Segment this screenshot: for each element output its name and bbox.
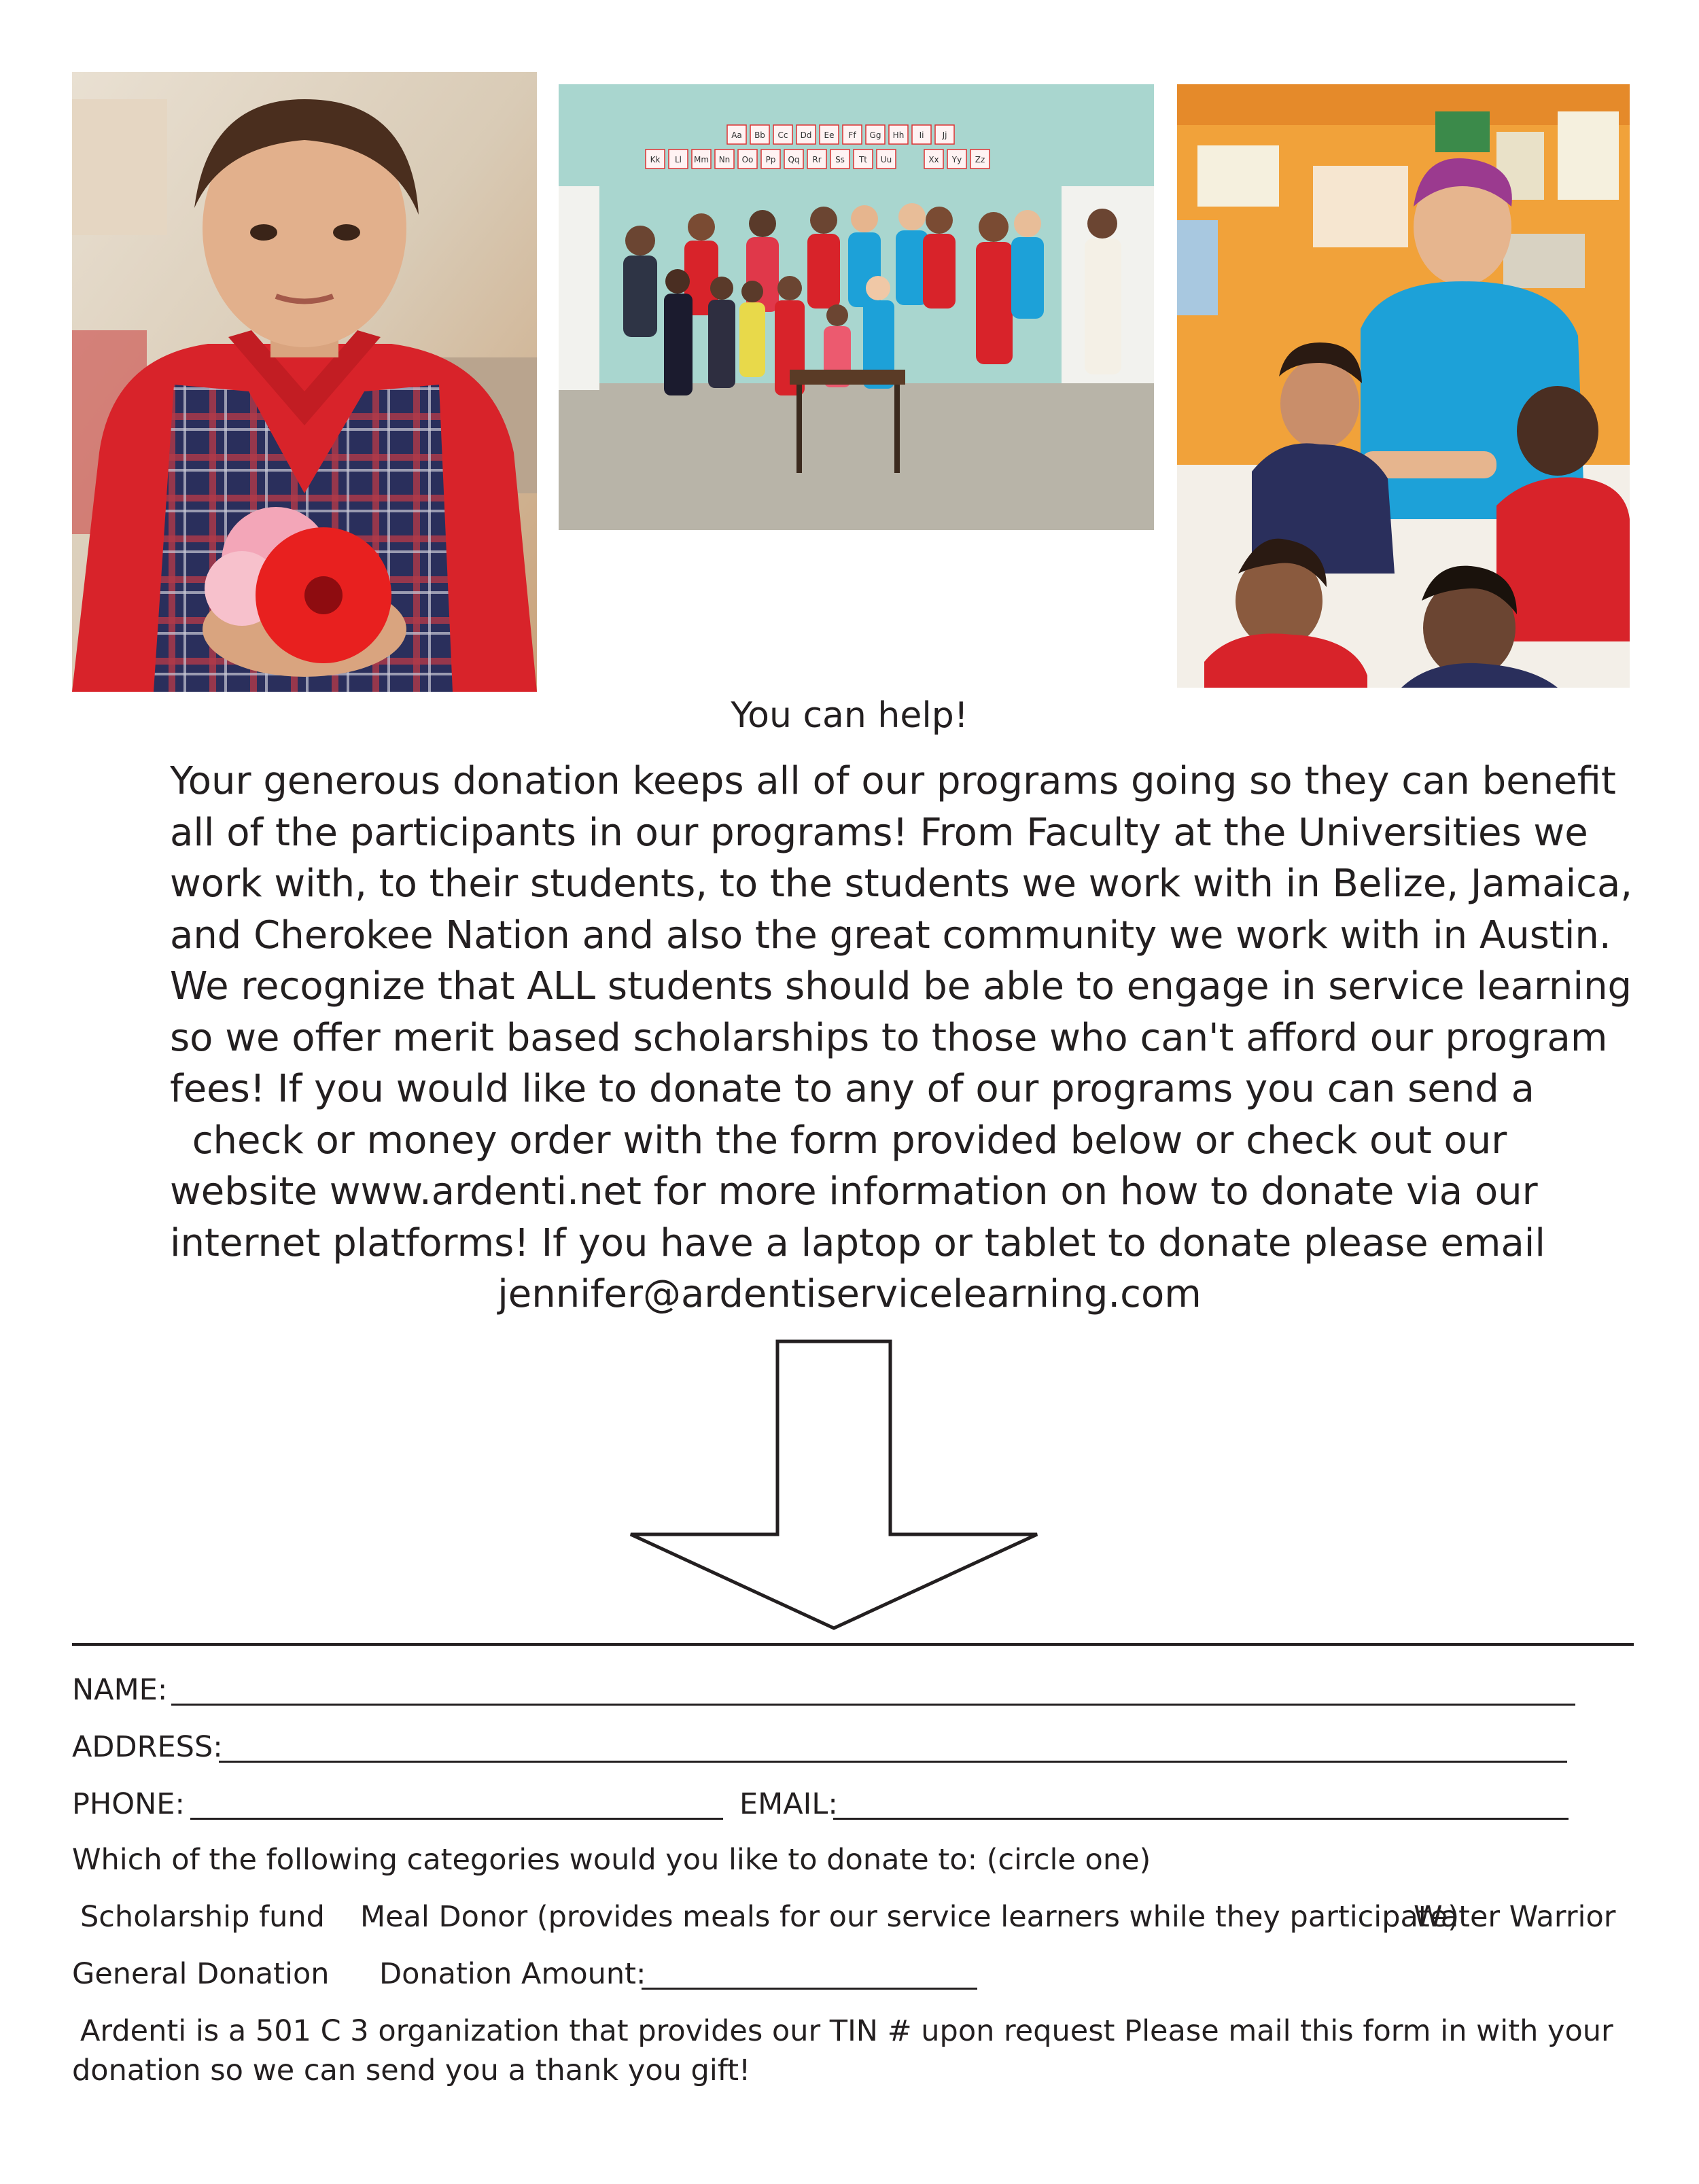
svg-text:Zz: Zz (975, 155, 985, 164)
address-label: ADDRESS: (72, 1730, 223, 1764)
option-meal-donor[interactable]: Meal Donor (provides meals for our service learners while they participate) (360, 1900, 1459, 1934)
svg-text:Dd: Dd (800, 130, 812, 140)
body-line: work with, to their students, to the students we work with in Belize, Jamaica, (170, 862, 1633, 906)
alphabet-card (947, 149, 966, 169)
svg-text:Yy: Yy (951, 155, 962, 164)
svg-text:Aa: Aa (731, 130, 742, 140)
svg-text:Oo: Oo (741, 155, 754, 164)
alphabet-card (889, 125, 908, 144)
group-classroom-photo (559, 84, 1154, 530)
email-label: EMAIL: (739, 1787, 838, 1821)
svg-text:Tt: Tt (858, 155, 868, 164)
alphabet-card (912, 125, 931, 144)
body-line: all of the participants in our programs! From Faculty at the Universities we (170, 810, 1588, 855)
alphabet-card (727, 125, 746, 144)
alphabet-card (773, 125, 792, 144)
svg-text:Ee: Ee (824, 130, 835, 140)
alphabet-card (669, 149, 688, 169)
body-line: fees! If you would like to donate to any of our programs you can send a (170, 1067, 1535, 1111)
alphabet-card (935, 125, 954, 144)
alphabet-card (738, 149, 757, 169)
down-arrow-icon (621, 1337, 1047, 1634)
phone-field[interactable] (190, 1818, 723, 1820)
svg-text:Qq: Qq (788, 155, 800, 164)
categories-prompt: Which of the following categories would you like to donate to: (circle one) (72, 1843, 1151, 1877)
donation-amount-field[interactable] (642, 1988, 977, 1990)
alphabet-card (866, 125, 885, 144)
body-line: and Cherokee Nation and also the great community we work with in Austin. (170, 913, 1611, 957)
tin-notice-line: Ardenti is a 501 C 3 organization that provides our TIN # upon request Please mail this form in with your (80, 2014, 1613, 2048)
body-line: check or money order with the form provided below or check out our (192, 1118, 1507, 1163)
svg-text:Hh: Hh (892, 130, 905, 140)
body-line: jennifer@ardentiservicelearning.com (497, 1272, 1202, 1316)
svg-text:Ff: Ff (848, 130, 856, 140)
alphabet-card (830, 149, 850, 169)
email-field[interactable] (833, 1818, 1569, 1820)
body-line: so we offer merit based scholarships to those who can't afford our program (170, 1015, 1608, 1060)
svg-text:Ii: Ii (919, 130, 924, 140)
alphabet-card (784, 149, 803, 169)
thank-you-gift-line: donation so we can send you a thank you gift! (72, 2054, 751, 2088)
alphabet-card (715, 149, 734, 169)
alphabet-card (877, 149, 896, 169)
svg-text:Jj: Jj (942, 130, 947, 140)
svg-text:Pp: Pp (765, 155, 776, 164)
name-label: NAME: (72, 1673, 168, 1707)
alphabet-card (750, 125, 769, 144)
alphabet-card (796, 125, 816, 144)
alphabet-card (820, 125, 839, 144)
option-water-warrior[interactable]: Water Warrior (1414, 1900, 1616, 1934)
donation-amount-label: Donation Amount: (379, 1957, 646, 1991)
donation-appeal-text (170, 756, 1633, 1320)
svg-text:Kk: Kk (650, 155, 661, 164)
alphabet-card (854, 149, 873, 169)
body-line: Your generous donation keeps all of our programs going so they can benefit (170, 759, 1616, 803)
girl-with-hibiscus-photo (72, 72, 537, 692)
alphabet-card (807, 149, 826, 169)
alphabet-card (843, 125, 862, 144)
body-line: We recognize that ALL students should be able to engage in service learning (170, 964, 1632, 1008)
option-scholarship-fund[interactable]: Scholarship fund (80, 1900, 325, 1934)
svg-text:Rr: Rr (812, 155, 822, 164)
alphabet-card (646, 149, 665, 169)
svg-text:Gg: Gg (869, 130, 881, 140)
svg-text:Ss: Ss (835, 155, 845, 164)
svg-text:Mm: Mm (693, 155, 710, 164)
phone-label: PHONE: (72, 1787, 185, 1821)
svg-text:Cc: Cc (777, 130, 788, 140)
volunteer-teaching-photo (1177, 84, 1630, 688)
name-field[interactable] (171, 1704, 1575, 1706)
alphabet-card (692, 149, 711, 169)
alphabet-card (970, 149, 989, 169)
svg-text:Uu: Uu (880, 155, 892, 164)
svg-text:Nn: Nn (718, 155, 731, 164)
option-general-donation[interactable]: General Donation (72, 1957, 330, 1991)
body-line: website www.ardenti.net for more information on how to donate via our (170, 1169, 1538, 1214)
body-line: internet platforms! If you have a laptop or tablet to donate please email (170, 1220, 1545, 1265)
svg-text:Xx: Xx (928, 155, 939, 164)
alphabet-card (924, 149, 943, 169)
headline: You can help! (731, 695, 968, 736)
svg-text:Ll: Ll (674, 155, 682, 164)
svg-text:Bb: Bb (754, 130, 765, 140)
alphabet-card (761, 149, 780, 169)
address-field[interactable] (219, 1761, 1567, 1763)
form-divider (72, 1643, 1634, 1646)
